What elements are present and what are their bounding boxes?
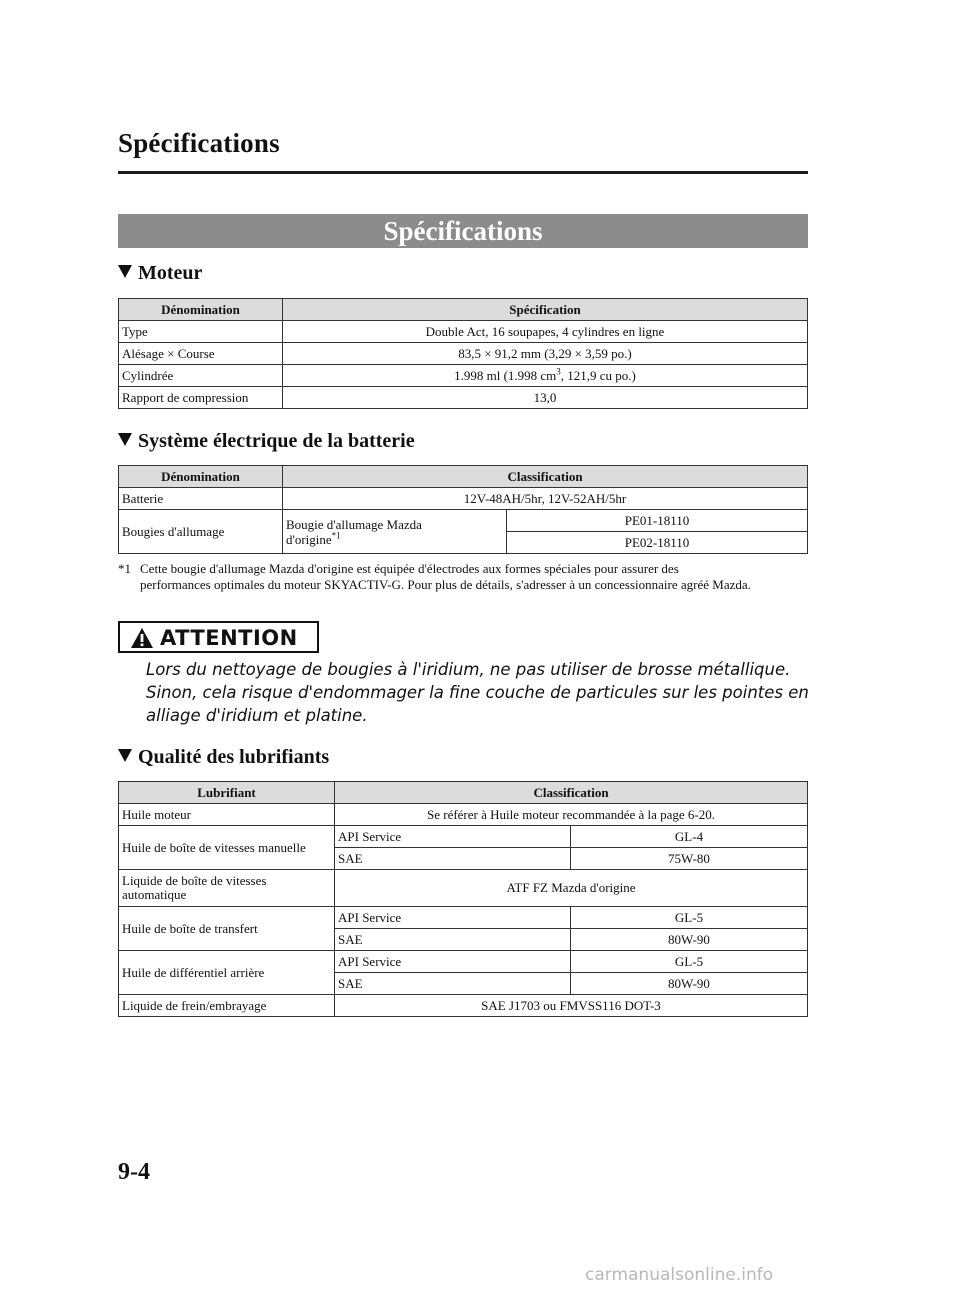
cell-value: GL-4 bbox=[571, 826, 808, 848]
attention-badge bbox=[118, 621, 319, 653]
page-header-title: Spécifications bbox=[118, 128, 280, 158]
cell-value: Double Act, 16 soupapes, 4 cylindres en ligne bbox=[283, 321, 808, 343]
table-header-row bbox=[119, 466, 808, 488]
warning-icon bbox=[130, 627, 154, 649]
cell-label: Alésage × Course bbox=[119, 343, 283, 365]
cell-value bbox=[283, 365, 808, 387]
table-lubrifiants bbox=[118, 781, 808, 1017]
col-header: Classification bbox=[335, 782, 808, 804]
table-batterie bbox=[118, 465, 808, 554]
table-row bbox=[119, 907, 808, 929]
cell-sublabel: SAE bbox=[335, 848, 571, 870]
col-header: Classification bbox=[283, 466, 808, 488]
cell-sublabel: API Service bbox=[335, 907, 571, 929]
watermark: carmanualsonline.info bbox=[585, 1265, 774, 1285]
cell-label: Rapport de compression bbox=[119, 387, 283, 409]
table-row bbox=[119, 995, 808, 1017]
attention-label: ATTENTION bbox=[160, 626, 298, 650]
cell-sublabel: SAE bbox=[335, 973, 571, 995]
table-row bbox=[119, 321, 808, 343]
table-header-row bbox=[119, 299, 808, 321]
superscript: 3 bbox=[556, 366, 561, 377]
triangle-down-icon bbox=[118, 433, 132, 446]
cell-sublabel: SAE bbox=[335, 929, 571, 951]
col-header: Dénomination bbox=[119, 466, 283, 488]
cell-value: SAE J1703 ou FMVSS116 DOT-3 bbox=[335, 995, 808, 1017]
heading-batterie-label: Système électrique de la batterie bbox=[138, 430, 415, 452]
cell-value: PE02-18110 bbox=[507, 532, 808, 554]
footnote-text-cont: performances optimales du moteur SKYACTIV-G. Pour plus de détails, s'adresser à un concessionnaire agréé Mazda. bbox=[140, 577, 751, 592]
table-row bbox=[119, 870, 808, 907]
heading-moteur bbox=[118, 262, 202, 285]
table-moteur bbox=[118, 298, 808, 409]
cell-value: PE01-18110 bbox=[507, 510, 808, 532]
cell-value: 83,5 × 91,2 mm (3,29 × 3,59 po.) bbox=[283, 343, 808, 365]
cell-label: Liquide de boîte de vitesses automatique bbox=[119, 870, 335, 907]
header-rule bbox=[118, 171, 808, 174]
col-header: Lubrifiant bbox=[119, 782, 335, 804]
cell-value: 80W-90 bbox=[571, 929, 808, 951]
cell-value: 12V-48AH/5hr, 12V-52AH/5hr bbox=[283, 488, 808, 510]
triangle-down-icon bbox=[118, 749, 132, 762]
cell-sublabel bbox=[283, 510, 507, 554]
cell-label: Huile de boîte de vitesses manuelle bbox=[119, 826, 335, 870]
heading-lubrifiants-label: Qualité des lubrifiants bbox=[138, 746, 330, 768]
col-header: Spécification bbox=[283, 299, 808, 321]
cell-label: Huile moteur bbox=[119, 804, 335, 826]
cell-value: GL-5 bbox=[571, 951, 808, 973]
table-row bbox=[119, 804, 808, 826]
table-header-row bbox=[119, 782, 808, 804]
cell-label: Liquide de frein/embrayage bbox=[119, 995, 335, 1017]
cell-sublabel: API Service bbox=[335, 951, 571, 973]
cell-label: Huile de boîte de transfert bbox=[119, 907, 335, 951]
cell-label: Huile de différentiel arrière bbox=[119, 951, 335, 995]
cell-label: Bougies d'allumage bbox=[119, 510, 283, 554]
cell-value-part: 1.998 ml (1.998 cm bbox=[454, 367, 557, 383]
heading-batterie bbox=[118, 430, 415, 453]
table-row bbox=[119, 510, 808, 532]
attention-body: Lors du nettoyage de bougies à l'iridium, ne pas utiliser de brosse métallique. Sinon, cela risque d'endommager la fine couche de particules sur les pointes en alliage d'iridium et platine. bbox=[146, 660, 809, 725]
col-header: Dénomination bbox=[119, 299, 283, 321]
heading-moteur-label: Moteur bbox=[138, 262, 203, 284]
footnote bbox=[118, 561, 808, 593]
page-number: 9-4 bbox=[118, 1159, 150, 1185]
table-row bbox=[119, 488, 808, 510]
table-row bbox=[119, 951, 808, 973]
section-banner: Spécifications bbox=[118, 214, 808, 248]
footnote-ref: *1 bbox=[331, 530, 341, 541]
cell-value: 13,0 bbox=[283, 387, 808, 409]
footnote-text: Cette bougie d'allumage Mazda d'origine est équipée d'électrodes aux formes spéciales pour assurer des bbox=[140, 561, 679, 576]
cell-value: 80W-90 bbox=[571, 973, 808, 995]
cell-value: Se référer à Huile moteur recommandée à la page 6-20. bbox=[335, 804, 808, 826]
cell-label: Type bbox=[119, 321, 283, 343]
cell-value: ATF FZ Mazda d'origine bbox=[335, 870, 808, 907]
cell-sublabel-text: Bougie d'allumage Mazda d'origine bbox=[286, 516, 422, 547]
table-row bbox=[119, 826, 808, 848]
cell-label: Cylindrée bbox=[119, 365, 283, 387]
table-row bbox=[119, 343, 808, 365]
cell-value: 75W-80 bbox=[571, 848, 808, 870]
cell-sublabel: API Service bbox=[335, 826, 571, 848]
table-row bbox=[119, 365, 808, 387]
table-row bbox=[119, 387, 808, 409]
heading-lubrifiants bbox=[118, 746, 329, 769]
cell-value-part: , 121,9 cu po.) bbox=[560, 367, 636, 383]
triangle-down-icon bbox=[118, 265, 132, 278]
footnote-marker: *1 bbox=[118, 561, 131, 576]
cell-value: GL-5 bbox=[571, 907, 808, 929]
cell-label: Batterie bbox=[119, 488, 283, 510]
